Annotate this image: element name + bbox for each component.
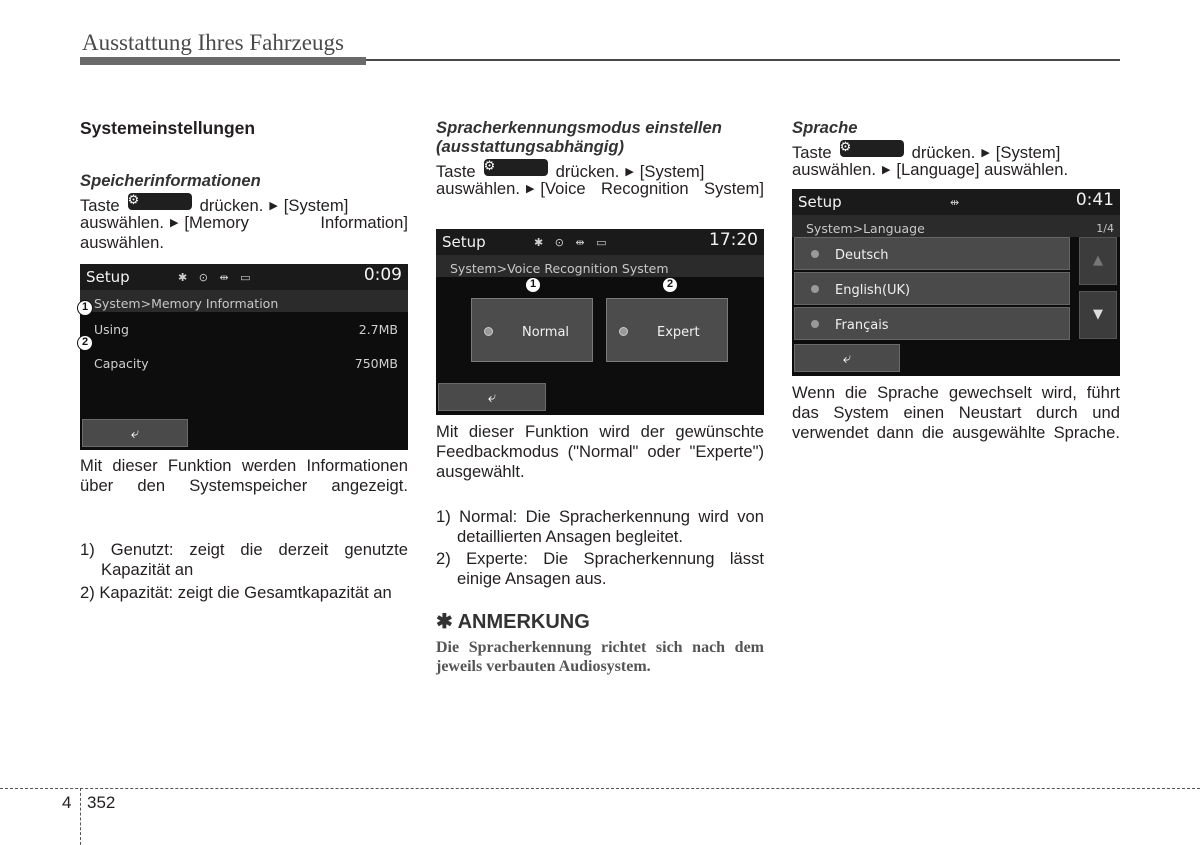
description: [436, 422, 764, 482]
screen-path: [792, 215, 1120, 237]
screen-path: System>Voice Recognition System: [436, 255, 764, 277]
subheading: Spracherkennungsmodus einstellen (ausstattungsabhängig): [436, 118, 722, 156]
callout-marker-1: 1: [525, 277, 541, 293]
arrow-right-icon: ▶: [269, 199, 278, 212]
instr-press: drücken.: [555, 162, 620, 181]
screen-title: Setup: [86, 268, 130, 286]
instr-taste: Taste: [80, 196, 120, 215]
instruction-line-2: [436, 179, 764, 199]
instr-select: auswählen.: [792, 160, 876, 179]
callout-marker-1: 1: [77, 300, 93, 316]
description: [792, 383, 1120, 443]
instr-select: auswählen.: [436, 179, 520, 198]
chapter-number: 4: [62, 793, 72, 812]
screen-title: Setup: [442, 233, 486, 251]
instr-end: auswählen.: [984, 160, 1069, 179]
screen-clock: 0:09: [363, 265, 402, 285]
description-text: Mit dieser Funktion wird der gewünschte Feedbackmodus ("Normal" oder "Experte") ausgewählt.: [436, 422, 764, 481]
scroll-up-button[interactable]: ▲: [1079, 237, 1117, 285]
callout-marker-2: 2: [77, 335, 93, 351]
instr-press: drücken.: [199, 196, 264, 215]
normal-mode-button[interactable]: [471, 298, 593, 362]
footer-divider: [80, 788, 81, 845]
instr-item: [Voice Recognition System]: [540, 179, 764, 198]
instr-system: [System]: [639, 162, 705, 181]
screen-clock: 0:41: [1075, 190, 1114, 210]
screen-clock: 17:20: [709, 230, 758, 250]
language-label: Français: [835, 318, 889, 333]
screen-path-text: System>Language: [806, 221, 925, 236]
memory-info-screen: [80, 264, 408, 450]
expert-mode-button[interactable]: [606, 298, 728, 362]
screen-top-bar: [792, 189, 1120, 215]
page-indicator: 1/4: [1096, 222, 1114, 235]
setup-key-icon: ⚙: [484, 159, 548, 176]
screen-top-bar: [80, 264, 408, 290]
radio-dot-icon: [811, 285, 819, 293]
setup-key-icon: ⚙: [128, 193, 192, 210]
instr-system: [System]: [995, 143, 1061, 162]
instr-press: drücken.: [911, 143, 976, 162]
note-body: Die Spracherkennung richtet sich nach dem jeweils verbauten Audiosystem.: [436, 639, 764, 675]
screen-top-bar: [436, 229, 764, 255]
capacity-value: 750MB: [354, 356, 398, 371]
instruction-line-3: auswählen.: [80, 233, 164, 252]
list-item: 2) Experte: Die Spracherkennung lässt einige Ansagen aus.: [436, 549, 764, 588]
using-value: 2.7MB: [358, 322, 398, 337]
note-heading: ✱ ANMERKUNG: [436, 611, 590, 633]
footer-rule: [0, 788, 1200, 789]
screen-path: System>Memory Information: [80, 290, 408, 312]
language-option-francais[interactable]: [794, 307, 1070, 340]
setup-key-icon: ⚙: [840, 140, 904, 157]
back-button[interactable]: ⤶: [82, 419, 188, 447]
normal-label: Normal: [522, 325, 570, 340]
back-button[interactable]: ⤶: [438, 383, 546, 411]
instr-system: [System]: [283, 196, 349, 215]
screen-title: Setup: [798, 193, 842, 211]
using-row: [80, 320, 408, 340]
using-label: Using: [94, 322, 129, 337]
status-icons: ✱ ⊙ ⇹ ▭: [178, 271, 255, 284]
capacity-label: Capacity: [94, 356, 149, 371]
arrow-right-icon: ▶: [169, 216, 179, 229]
scroll-down-button[interactable]: ▼: [1079, 291, 1117, 339]
instr-item: [Language]: [896, 160, 980, 179]
header-bar: [80, 57, 366, 65]
arrow-right-icon: ▶: [525, 182, 535, 195]
capacity-row: [80, 354, 408, 374]
list-item: 2) Kapazität: zeigt die Gesamtkapazität an: [80, 583, 392, 602]
language-label: English(UK): [835, 283, 911, 298]
status-icons: ✱ ⊙ ⇹ ▭: [534, 236, 611, 249]
radio-dot-icon: [484, 327, 493, 336]
language-label: Deutsch: [835, 248, 889, 263]
description-text: Wenn die Sprache gewechselt wird, führt das System einen Neustart durch und verwendet dann die ausgewählte Sprache.: [792, 383, 1120, 442]
voice-recognition-screen: [436, 229, 764, 415]
back-button[interactable]: ⤶: [794, 344, 900, 372]
radio-dot-icon: [619, 327, 628, 336]
section-heading: Systemeinstellungen: [80, 118, 256, 138]
subheading: Speicherinformationen: [80, 171, 261, 190]
language-option-english[interactable]: [794, 272, 1070, 305]
radio-dot-icon: [811, 250, 819, 258]
status-icons: ⇹: [950, 196, 964, 209]
description-text: Mit dieser Funktion werden Informationen über den Systemspeicher angezeigt.: [80, 456, 408, 495]
arrow-right-icon: ▶: [625, 165, 634, 178]
running-header: Ausstattung Ihres Fahrzeugs: [82, 30, 344, 55]
arrow-right-icon: ▶: [981, 146, 990, 159]
callout-marker-2: 2: [662, 277, 678, 293]
language-option-deutsch[interactable]: [794, 237, 1070, 270]
expert-label: Expert: [657, 325, 700, 340]
instr-item: [Memory Information]: [184, 213, 408, 232]
list-item: 1) Genutzt: zeigt die derzeit genutzte Kapazität an: [80, 540, 408, 579]
subheading: Sprache: [792, 118, 858, 137]
instr-select: auswählen.: [80, 213, 164, 232]
arrow-right-icon: ▶: [881, 163, 891, 176]
instr-taste: Taste: [436, 162, 476, 181]
instruction-line-2: [80, 213, 408, 233]
instr-taste: Taste: [792, 143, 832, 162]
radio-dot-icon: [811, 320, 819, 328]
description: [80, 456, 408, 496]
page-number: 352: [87, 793, 116, 812]
language-screen: [792, 189, 1120, 376]
instruction-line-2: [792, 160, 1120, 180]
list-item: 1) Normal: Die Spracherkennung wird von detaillierten Ansagen begleitet.: [436, 507, 764, 546]
